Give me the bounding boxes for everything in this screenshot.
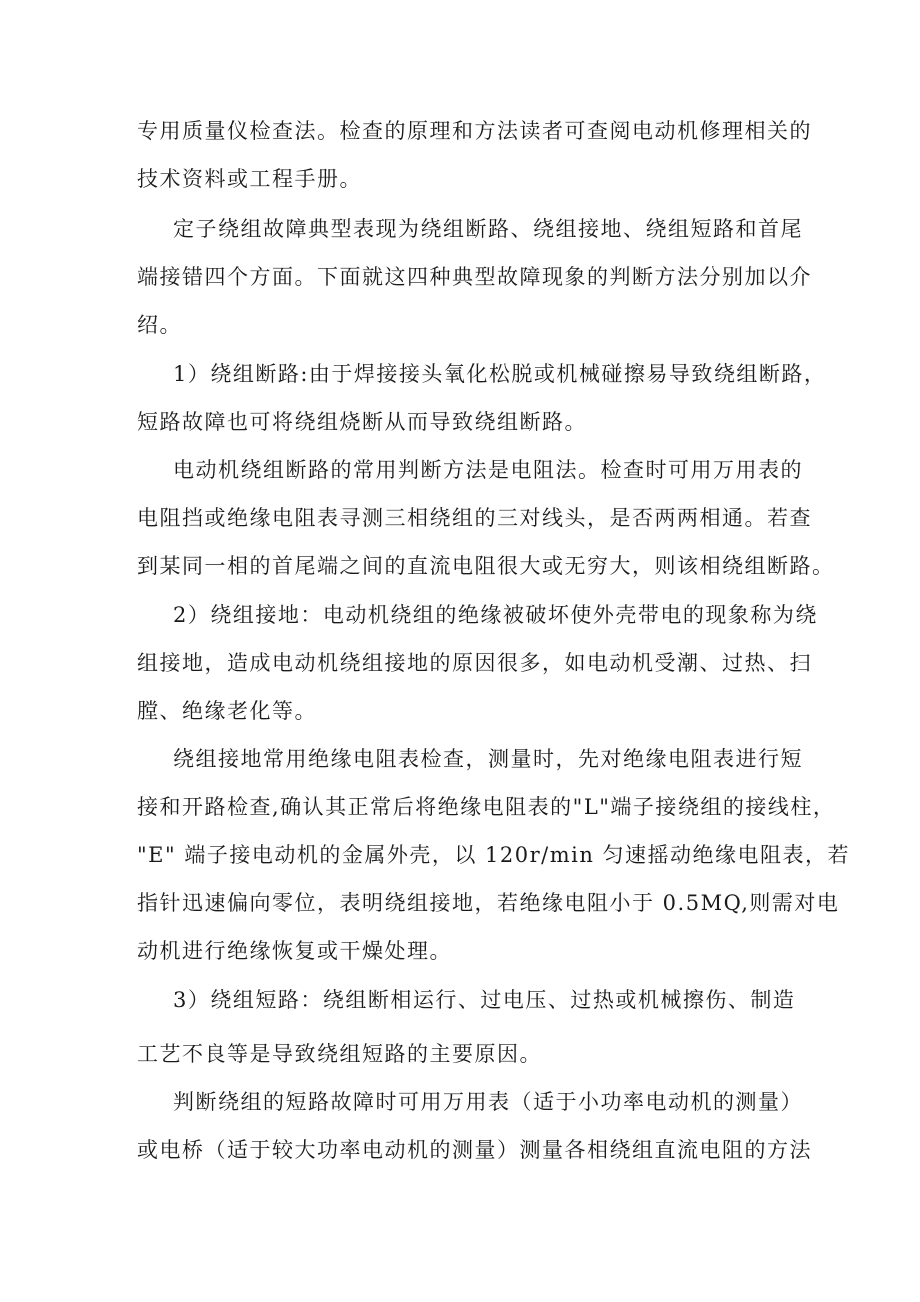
text-line: 1）绕组断路:由于焊接接头氧化松脱或机械碰擦易导致绕组断路， xyxy=(173,362,827,386)
text-line: 或电桥（适于较大功率电动机的测量）测量各相绕组直流电阻的方法 xyxy=(137,1138,812,1162)
text-line: 2）绕组接地：电动机绕组的绝缘被破坏使外壳带电的现象称为绕 xyxy=(173,603,818,627)
text-line: 膛、绝缘老化等。 xyxy=(137,699,317,723)
text-line: 接和开路检查,确认其正常后将绝缘电阻表的"L"端子接绕组的接线柱， xyxy=(137,795,836,819)
text-line: "E" 端子接电动机的金属外壳，以 120r/min 匀速摇动绝缘电阻表，若 xyxy=(137,843,851,867)
paragraph-1 xyxy=(137,107,812,203)
text-line: 判断绕组的短路故障时可用万用表（适于小功率电动机的测量） xyxy=(173,1090,803,1114)
text-line: 技术资料或工程手册。 xyxy=(137,167,362,191)
paragraph-3 xyxy=(137,350,827,446)
text-line: 动机进行绝缘恢复或干燥处理。 xyxy=(137,939,452,963)
text-line: 指针迅速偏向零位，表明绕组接地，若绝缘电阻小于 0.5MQ,则需对电 xyxy=(137,891,840,915)
text-line: 绍。 xyxy=(137,313,182,337)
text-line: 3）绕组短路：绕组断相运行、过电压、过热或机械擦伤、制造 xyxy=(173,988,796,1012)
paragraph-5 xyxy=(137,591,818,735)
text-line: 绕组接地常用绝缘电阻表检查，测量时，先对绝缘电阻表进行短 xyxy=(173,747,803,771)
text-line: 电阻挡或绝缘电阻表寻测三相绕组的三对线头，是否两两相通。若查 xyxy=(137,506,812,530)
paragraph-8 xyxy=(137,1078,812,1174)
text-line: 工艺不良等是导致绕组短路的主要原因。 xyxy=(137,1042,542,1066)
text-line: 到某同一相的首尾端之间的直流电阻很大或无穷大，则该相绕组断路。 xyxy=(137,554,835,578)
text-line: 专用质量仪检查法。检查的原理和方法读者可查阅电动机修理相关的 xyxy=(137,119,812,143)
paragraph-2 xyxy=(137,205,812,349)
paragraph-4 xyxy=(137,446,835,590)
text-line: 电动机绕组断路的常用判断方法是电阻法。检查时可用万用表的 xyxy=(173,458,803,482)
paragraph-6 xyxy=(137,735,851,975)
text-line: 组接地，造成电动机绕组接地的原因很多，如电动机受潮、过热、扫 xyxy=(137,651,812,675)
paragraph-7 xyxy=(137,976,797,1078)
text-line: 短路故障也可将绕组烧断从而导致绕组断路。 xyxy=(137,410,587,434)
text-line: 定子绕组故障典型表现为绕组断路、绕组接地、绕组短路和首尾 xyxy=(173,217,803,241)
text-line: 端接错四个方面。下面就这四种典型故障现象的判断方法分别加以介 xyxy=(137,265,812,289)
